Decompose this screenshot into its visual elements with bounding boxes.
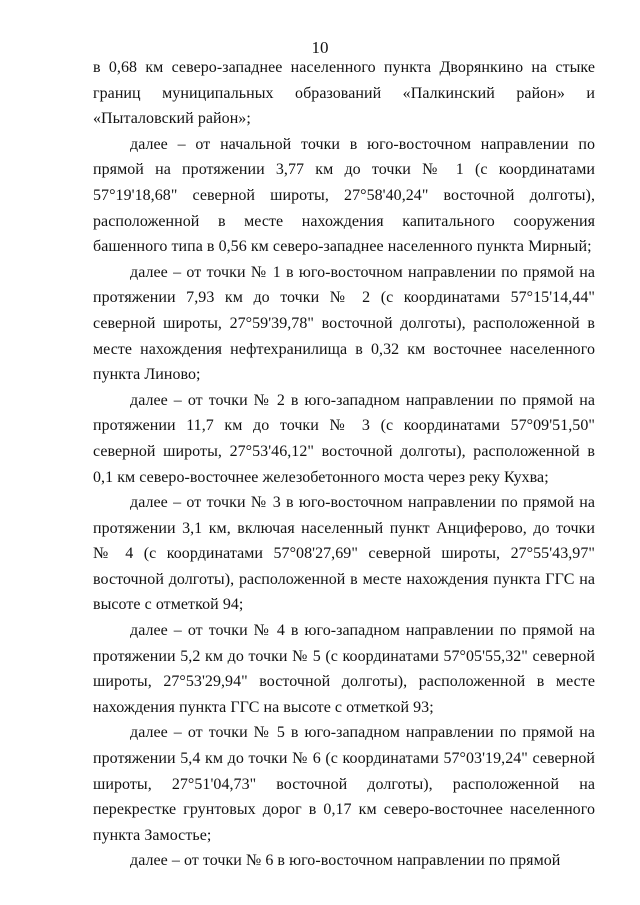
paragraph-3: далее – от точки № 1 в юго-восточном направлении по прямой на протяжении 7,93 км до точки № 2 (с координатами 57°15'14,44" северной широты, 27°59'39,78" восточной долготы), расположенной в месте нахождения нефтехранилища в 0,32 км восточнее населенного пункта Линово; [93,263,595,384]
paragraph-6: далее – от точки № 4 в юго-западном направлении по прямой на протяжении 5,2 км до точки № 5 (с координатами 57°05'55,32" северной широты, 27°53'29,94" восточной долготы), расположенной в месте нахождения пункта ГГС на высоте с отметкой 93; [93,622,595,716]
paragraph-7: далее – от точки № 5 в юго-западном направлении по прямой на протяжении 5,4 км до точки № 6 (с координатами 57°03'19,24" северной широты, 27°51'04,73" восточной долготы), расположенной на перекрестке грунтовых дорог в 0,17 км северо-восточнее населенного пункта Замостье; [93,724,595,844]
paragraph-4: далее – от точки № 2 в юго-западном направлении по прямой на протяжении 11,7 км до точки № 3 (с координатами 57°09'51,50" северной широты, 27°53'46,12" восточной долготы), расположенной в 0,1 км северо-восточнее железобетонного моста через реку Кухва; [93,391,595,486]
paragraph-1: в 0,68 км северо-западнее населенного пункта Дворянкино на стыке границ муниципальных образований «Палкинский район» и «Пыталовский район»; [93,59,595,128]
document-body [93,55,595,874]
page-number: 10 [311,38,329,57]
paragraph-2: далее – от начальной точки в юго-восточном направлении по прямой на протяжении 3,77 км до точки № 1 (с координатами 57°19'18,68" северной широты, 27°58'40,24" восточной долготы), расположенной в месте нахождения капитального сооружения башенного типа в 0,56 км северо-западнее населенного пункта Мирный; [93,135,595,256]
paragraph-8: далее – от точки № 6 в юго-восточном направлении по прямой [130,852,561,870]
paragraph-5: далее – от точки № 3 в юго-восточном направлении по прямой на протяжении 3,1 км, включая населенный пункт Анциферово, до точки № 4 (с координатами 57°08'27,69" северной широты, 27°55'43,97" восточной долготы), расположенной в месте нахождения пункта ГГС на высоте с отметкой 94; [93,494,595,614]
